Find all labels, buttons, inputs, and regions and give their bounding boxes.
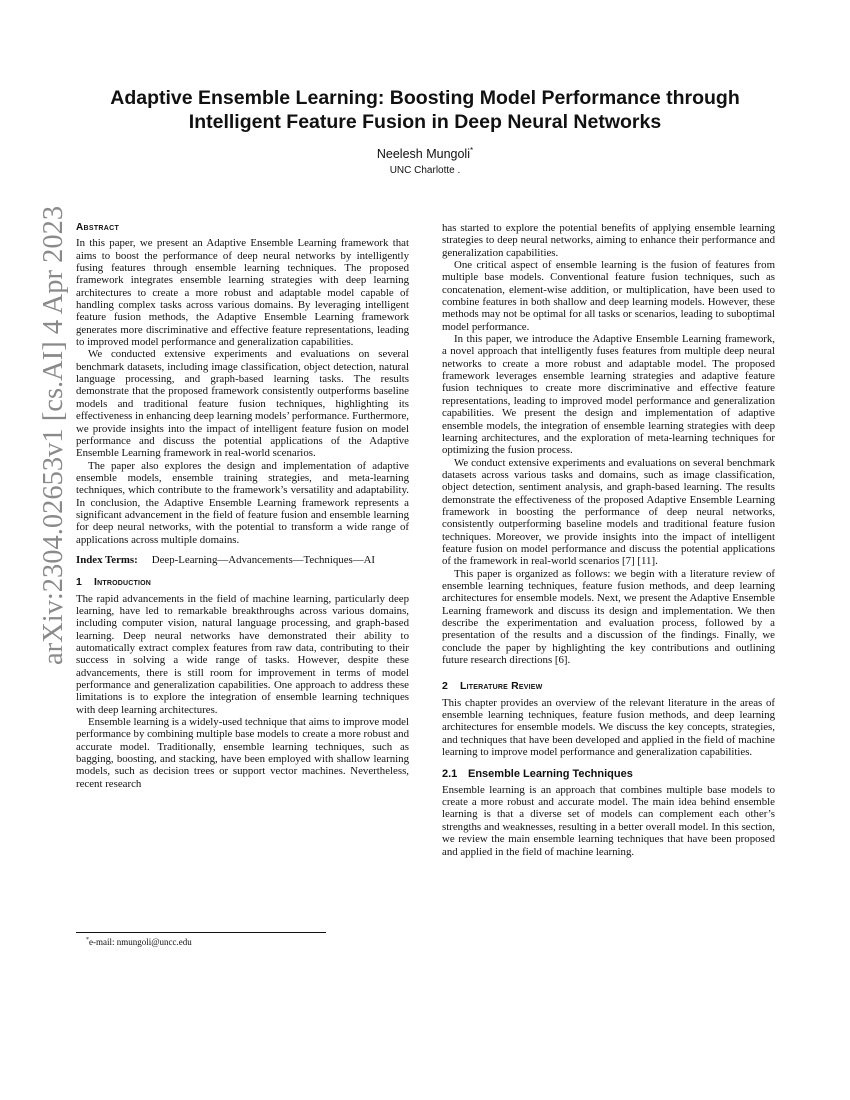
left-column [76,222,409,790]
abstract-paragraph-1: In this paper, we present an Adaptive Ensemble Learning framework that aims to boost the performance of deep neural networks by intelligently fusing features through ensemble learning techniques. The proposed framework integrates ensemble learning strategies with deep learning architectures to create a more robust and adaptable model capable of handling complex tasks across various domains. By leveraging intelligent feature fusion methods, the Adaptive Ensemble Learning framework generates more discriminative and effective feature representations, leading to improved model performance and generalization capabilities. [76,237,409,349]
ensemble-paragraph-1: Ensemble learning is an approach that combines multiple base models to create a more robust and accurate model. The main idea behind ensemble learning is that a diverse set of models can complement each other’s strengths and weaknesses, resulting in a better overall model. In this section, we review the main ensemble learning techniques that have been proposed and applied in the field of machine learning. [442,783,775,858]
intro-paragraph-2b: has started to explore the potential benefits of applying ensemble learning strategies to deep neural networks, aiming to enhance their performance and generalization capabilities. [442,222,775,259]
index-terms-label: Index Terms: [76,553,138,566]
paper-title [60,86,790,134]
abstract-heading: Abstract [76,222,120,233]
footnote-text [76,937,409,947]
abstract-paragraph-3: The paper also explores the design and implementation of adaptive ensemble models, ensemble training strategies, and meta-learning techniques, which contribute to the framework’s versatility and adaptability. In conclusion, the Adaptive Ensemble Learning framework represents a significant advancement in the field of feature fusion and ensemble learning for deep neural networks, with the potential to transform a wide range of applications across multiple domains. [76,459,409,546]
title-line-1: Adaptive Ensemble Learning: Boosting Model Performance through [110,87,740,109]
subsection-number: 2.1 [442,768,458,781]
author-footnote-mark: * [469,146,474,155]
intro-paragraph-3: One critical aspect of ensemble learning is the fusion of features from multiple base models. Conventional feature fusion techniques, such as concatenation, element-wise addition, or multiplication, have been used to combine features in both shallow and deep learning models. However, these methods may not be optimal for all tasks or scenarios, leading to suboptimal model performance. [442,259,775,333]
title-line-2: Intelligent Feature Fusion in Deep Neural Networks [188,111,662,133]
right-column [442,222,775,858]
intro-paragraph-4: In this paper, we introduce the Adaptive Ensemble Learning framework, a novel approach that intelligently fuses features from multiple deep neural networks to create a more robust and adaptable model. The proposed framework leverages ensemble learning strategies and adaptive feature fusion techniques to create more discriminative and effective feature representations, leading to improved model performance and generalization capabilities. We present the design and implementation of adaptive ensemble models, the integration of ensemble learning strategies with deep learning architectures, and the exploration of meta-learning techniques for optimizing the fusion process. [442,333,775,457]
index-terms [76,554,409,566]
section-title: Literature Review [460,680,543,693]
section-number: 2 [442,680,449,693]
author-name: Neelesh Mungoli [376,147,470,162]
section-heading-literature-review [442,680,775,692]
intro-paragraph-1: The rapid advancements in the field of machine learning, particularly deep learning, have led to remarkable breakthroughs across various domains, including computer vision, natural language processing, and graph-based learning. Deep neural networks have demonstrated their ability to automatically extract complex features from raw data, contributing to their success in solving a wide range of tasks. However, despite these advancements, there is still room for improvement in terms of model performance and generalization capabilities. One approach to address these limitations is to explore the integration of ensemble learning techniques with deep learning architectures. [76,592,409,716]
affiliation: UNC Charlotte . [389,165,461,176]
author-email: e-mail: nmungoli@uncc.edu [89,937,192,947]
footnote [76,932,409,947]
section-title: Introduction [94,576,152,589]
intro-paragraph-2a: Ensemble learning is a widely-used technique that aims to improve model performance by combining multiple base models to create a more robust and accurate model. Traditionally, ensemble learning techniques, such as bagging, boosting, and stacking, have been employed with shallow learning models, such as decision trees or support vector machines. Nevertheless, recent research [76,716,410,790]
subsection-heading-ensemble-learning [442,768,775,780]
section-heading-introduction [76,576,409,588]
abstract-paragraph-2: We conducted extensive experiments and evaluations on several benchmark datasets, including image classification, object detection, natural language processing, and graph-based learning tasks. The results demonstrate that the proposed framework consistently outperforms baseline models and traditional feature fusion techniques, highlighting its effectiveness in enhancing deep learning models’ performance. Furthermore, we provide insights into the impact of intelligent feature fusion on model performance and discuss the potential applications of the Adaptive Ensemble Learning framework in real-world scenarios. [76,348,409,460]
index-terms-values: Deep-Learning—Advancements—Techniques—AI [151,553,376,566]
author [0,146,850,161]
arxiv-stamp-text: arXiv:2304.02653v1 [cs.AI] 4 Apr 2023 [38,205,69,665]
section-number: 1 [76,576,83,589]
subsection-title: Ensemble Learning Techniques [468,768,633,781]
intro-paragraph-6: This paper is organized as follows: we begin with a literature review of ensemble learning techniques, feature fusion methods, and deep learning architectures for ensemble models. Next, we present the Adaptive Ensemble Learning framework and discuss its design and implementation. We then describe the experimentation and evaluation process, followed by a presentation of the results and a discussion of the findings. Finally, we conclude the paper by highlighting the key contributions and outlining future research directions [6]. [442,567,775,667]
lit-paragraph-1: This chapter provides an overview of the relevant literature in the areas of ensemble learning techniques, feature fusion methods, and deep learning architectures for ensemble models. We discuss the key concepts, strategies, and techniques that have been developed and applied in the field of machine learning to improve model performance and generalization capabilities. [442,696,775,759]
footnote-rule [76,932,326,933]
footnote-mark: * [86,937,89,943]
intro-paragraph-5: We conduct extensive experiments and evaluations on several benchmark datasets across various tasks and domains, such as image classification, object detection, sentiment analysis, and graph-based learning. The results demonstrate the effectiveness of the proposed Adaptive Ensemble Learning framework in boosting the performance of deep neural networks, consistently outperforming baseline models and traditional feature fusion techniques. Moreover, we provide insights into the impact of intelligent feature fusion on model performance and discuss the potential applications of the framework in real-world scenarios [7] [11]. [442,456,775,568]
